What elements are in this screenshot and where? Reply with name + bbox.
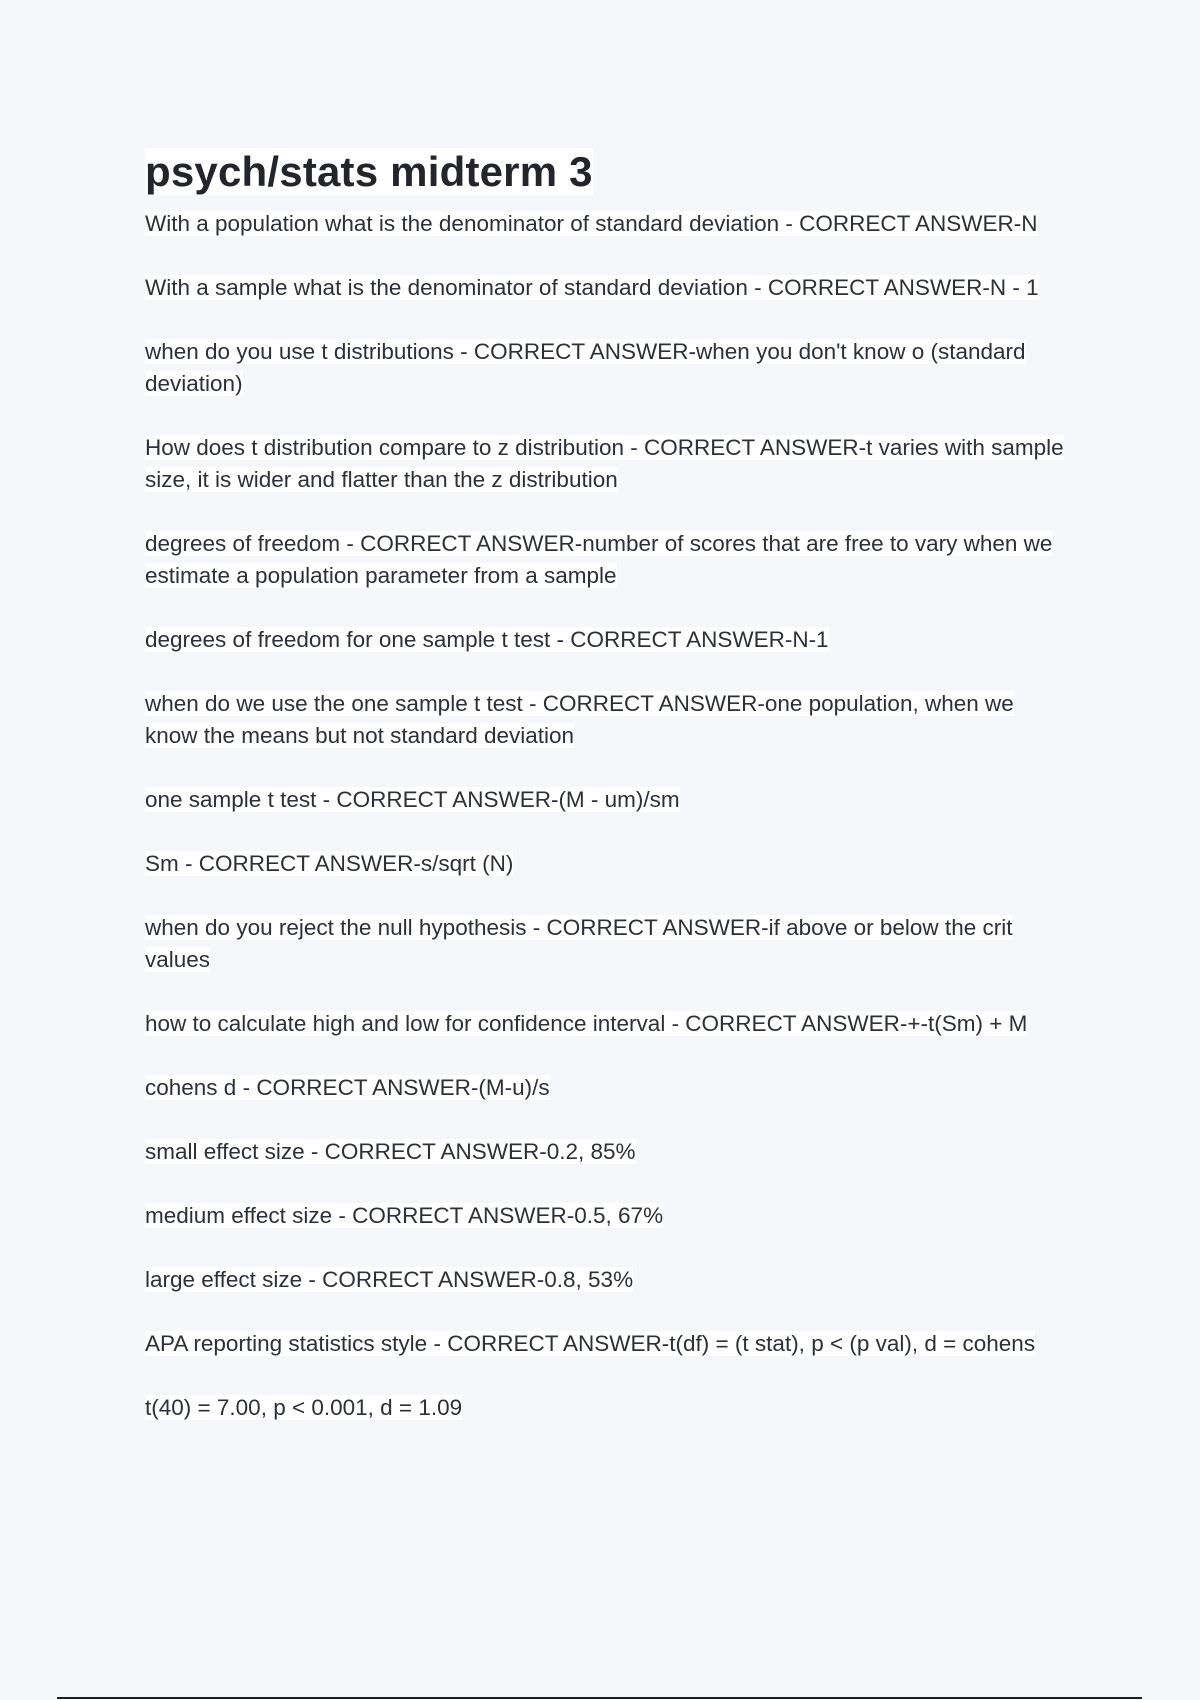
qa-item-text: one sample t test - CORRECT ANSWER-(M - um)/sm	[145, 787, 680, 812]
qa-item	[145, 528, 1065, 592]
qa-item-text: when do you use t distributions - CORRECT ANSWER-when you don't know o (standard deviation)	[145, 339, 1026, 396]
qa-item-text: Sm - CORRECT ANSWER-s/sqrt (N)	[145, 851, 514, 876]
qa-item	[145, 688, 1065, 752]
qa-item	[145, 1008, 1065, 1040]
page-bottom-rule	[57, 1697, 1142, 1699]
qa-item-text: when do we use the one sample t test - CORRECT ANSWER-one population, when we know the means but not standard deviation	[145, 691, 1014, 748]
qa-item	[145, 272, 1065, 304]
qa-item	[145, 912, 1065, 976]
document-content	[145, 146, 1065, 1456]
qa-item	[145, 1136, 1065, 1168]
qa-item	[145, 784, 1065, 816]
qa-item	[145, 1328, 1065, 1360]
qa-item-text: cohens d - CORRECT ANSWER-(M-u)/s	[145, 1075, 550, 1100]
qa-item-text: medium effect size - CORRECT ANSWER-0.5, 67%	[145, 1203, 664, 1228]
qa-item	[145, 336, 1065, 400]
qa-item-text: degrees of freedom - CORRECT ANSWER-number of scores that are free to vary when we estimate a population parameter from a sample	[145, 531, 1053, 588]
qa-item	[145, 1200, 1065, 1232]
qa-item	[145, 432, 1065, 496]
qa-item-text: small effect size - CORRECT ANSWER-0.2, 85%	[145, 1139, 636, 1164]
qa-item	[145, 1264, 1065, 1296]
qa-item-text: APA reporting statistics style - CORRECT ANSWER-t(df) = (t stat), p < (p val), d = cohens	[145, 1331, 1036, 1356]
qa-item-text: How does t distribution compare to z distribution - CORRECT ANSWER-t varies with sample size, it is wider and flatter than the z distribution	[145, 435, 1064, 492]
qa-item-text: With a population what is the denominator of standard deviation - CORRECT ANSWER-N	[145, 211, 1038, 236]
document-title-text: psych/stats midterm 3	[145, 148, 593, 195]
document-title	[145, 146, 1065, 198]
qa-item-text: t(40) = 7.00, p < 0.001, d = 1.09	[145, 1395, 463, 1420]
qa-item-text: large effect size - CORRECT ANSWER-0.8, 53%	[145, 1267, 634, 1292]
qa-item-text: degrees of freedom for one sample t test - CORRECT ANSWER-N-1	[145, 627, 829, 652]
qa-item-text: when do you reject the null hypothesis - CORRECT ANSWER-if above or below the crit values	[145, 915, 1013, 972]
qa-item	[145, 848, 1065, 880]
qa-list	[145, 208, 1065, 1424]
qa-item-text: how to calculate high and low for confidence interval - CORRECT ANSWER-+-t(Sm) + M	[145, 1011, 1028, 1036]
qa-item	[145, 208, 1065, 240]
qa-item	[145, 624, 1065, 656]
qa-item-text: With a sample what is the denominator of standard deviation - CORRECT ANSWER-N - 1	[145, 275, 1039, 300]
qa-item	[145, 1392, 1065, 1424]
qa-item	[145, 1072, 1065, 1104]
